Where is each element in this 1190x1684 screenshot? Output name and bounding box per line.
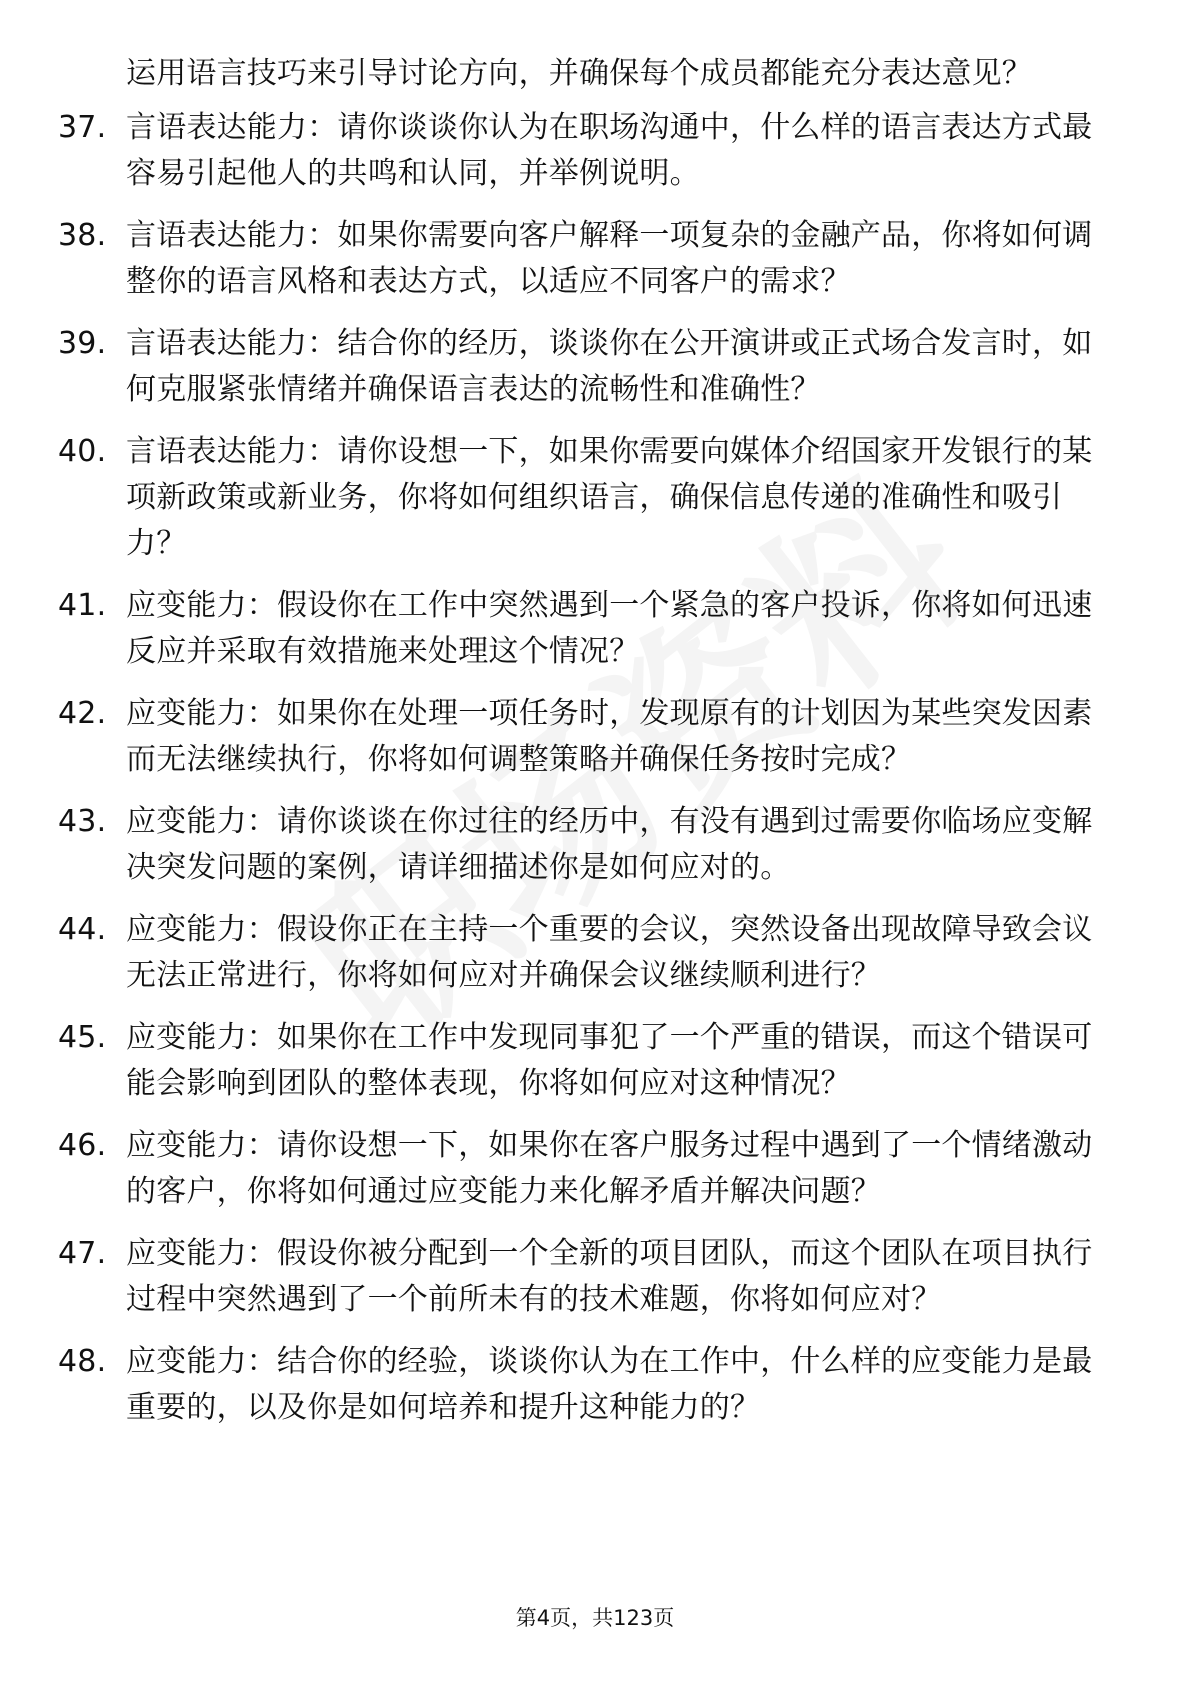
question-item <box>58 1231 1118 1323</box>
question-item <box>58 583 1118 675</box>
question-number: 47. <box>58 1236 107 1271</box>
question-number: 42. <box>58 696 107 731</box>
question-text: 言语表达能力：请你谈谈你认为在职场沟通中，什么样的语言表达方式最容易引起他人的共鸣和认同，并举例说明。 <box>126 110 1093 191</box>
question-text: 应变能力：假设你正在主持一个重要的会议，突然设备出现故障导致会议无法正常进行，你将如何应对并确保会议继续顺利进行？ <box>126 912 1093 993</box>
question-number: 45. <box>58 1020 107 1055</box>
question-number: 37. <box>58 110 107 145</box>
question-text: 言语表达能力：请你设想一下，如果你需要向媒体介绍国家开发银行的某项新政策或新业务，你将如何组织语言，确保信息传递的准确性和吸引力？ <box>126 434 1093 561</box>
question-text: 应变能力：假设你被分配到一个全新的项目团队，而这个团队在项目执行过程中突然遇到了一个前所未有的技术难题，你将如何应对？ <box>126 1236 1093 1317</box>
page-footer: 第4页，共123页 <box>515 1606 675 1630</box>
question-item <box>58 907 1118 999</box>
question-text: 应变能力：如果你在处理一项任务时，发现原有的计划因为某些突发因素而无法继续执行，你将如何调整策略并确保任务按时完成？ <box>126 696 1093 777</box>
question-number: 39. <box>58 326 107 361</box>
question-number: 43. <box>58 804 107 839</box>
question-item <box>58 321 1118 413</box>
question-text: 言语表达能力：结合你的经历，谈谈你在公开演讲或正式场合发言时，如何克服紧张情绪并确保语言表达的流畅性和准确性？ <box>126 326 1093 407</box>
question-item <box>58 799 1118 891</box>
question-item <box>58 429 1118 567</box>
question-text: 应变能力：结合你的经验，谈谈你认为在工作中，什么样的应变能力是最重要的，以及你是如何培养和提升这种能力的？ <box>126 1344 1093 1425</box>
question-number: 40. <box>58 434 107 469</box>
question-text: 言语表达能力：如果你需要向客户解释一项复杂的金融产品，你将如何调整你的语言风格和表达方式，以适应不同客户的需求？ <box>126 218 1093 299</box>
question-item <box>58 691 1118 783</box>
question-number: 44. <box>58 912 107 947</box>
question-text: 应变能力：请你谈谈在你过往的经历中，有没有遇到过需要你临场应变解决突发问题的案例，请详细描述你是如何应对的。 <box>126 804 1093 885</box>
question-item <box>58 1339 1118 1431</box>
question-item <box>58 213 1118 305</box>
question-item <box>58 1015 1118 1107</box>
question-number: 48. <box>58 1344 107 1379</box>
question-list <box>58 51 1118 1447</box>
question-text: 应变能力：请你设想一下，如果你在客户服务过程中遇到了一个情绪激动的客户，你将如何通过应变能力来化解矛盾并解决问题？ <box>126 1128 1093 1209</box>
question-text: 应变能力：如果你在工作中发现同事犯了一个严重的错误，而这个错误可能会影响到团队的整体表现，你将如何应对这种情况？ <box>126 1020 1093 1101</box>
question-number: 41. <box>58 588 107 623</box>
question-item <box>58 1123 1118 1215</box>
question-number: 46. <box>58 1128 107 1163</box>
question-item <box>58 105 1118 197</box>
continued-question-text: 运用语言技巧来引导讨论方向，并确保每个成员都能充分表达意见？ <box>126 56 1032 91</box>
question-number: 38. <box>58 218 107 253</box>
question-text: 应变能力：假设你在工作中突然遇到一个紧急的客户投诉，你将如何迅速反应并采取有效措施来处理这个情况？ <box>126 588 1093 669</box>
